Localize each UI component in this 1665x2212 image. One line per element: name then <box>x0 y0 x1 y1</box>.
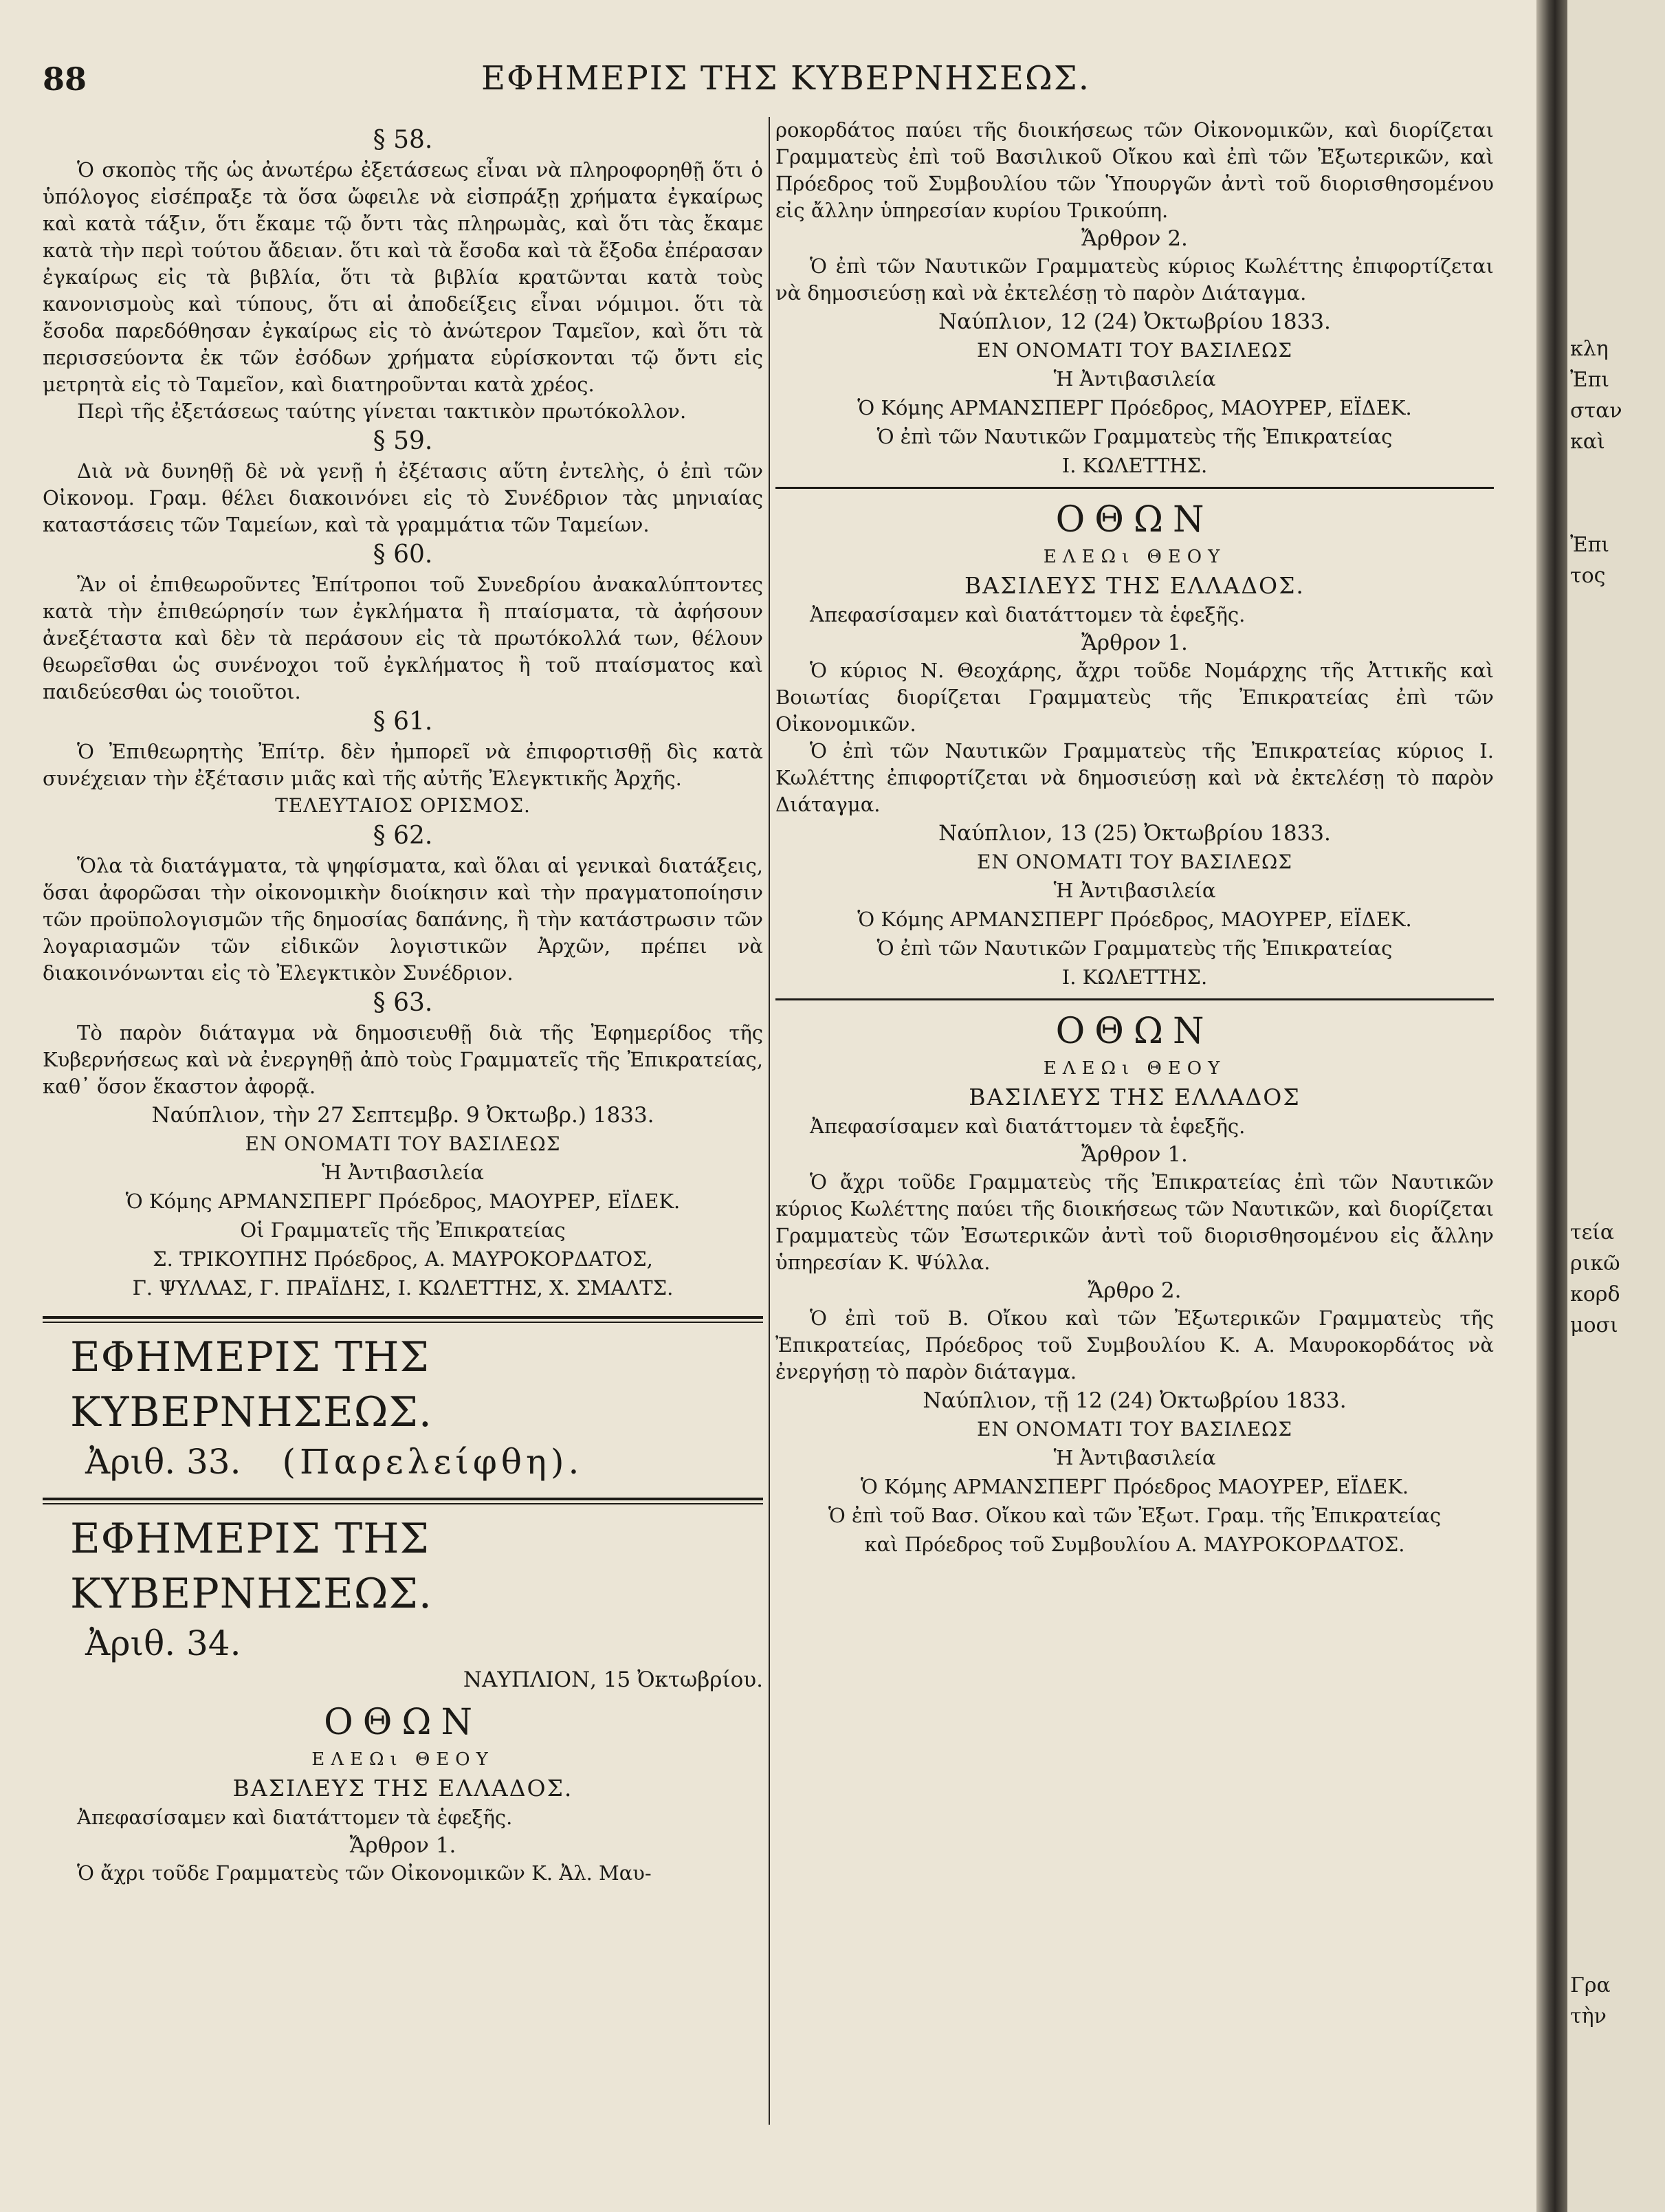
next-page-fragment: σταν <box>1570 399 1622 423</box>
in-name-of-king: ΕΝ ΟΝΟΜΑΤΙ ΤΟΥ ΒΑΣΙΛΕΩΣ <box>976 339 1293 362</box>
article-1-text-2: Ὁ ἐπὶ τῶν Ναυτικῶν Γραμματεὺς τῆς Ἐπικρατείας κύριος Ι. Κωλέττης ἐπιφορτίζεται νὰ δημοσιεύσῃ καὶ νὰ ἐκτελέσῃ τὸ παρὸν Διάταγμα. <box>775 739 1494 816</box>
double-rule <box>43 1316 763 1323</box>
article-2-heading: Ἄρθρον 2. <box>1081 226 1188 251</box>
naval-secretary-label: Ὁ ἐπὶ τῶν Ναυτικῶν Γραμματεὺς τῆς Ἐπικρατείας <box>876 425 1393 448</box>
gazette-34-number: Ἀριθ. 34. <box>85 1623 241 1663</box>
article-1-text: Ὁ ἄχρι τοῦδε Γραμματεὺς τῶν Οἰκονομικῶν Κ. Ἀλ. Μαυ- <box>77 1861 652 1885</box>
dateline: ΝΑΥΠΛΙΟΝ, 15 Ὀκτωβρίου. <box>463 1667 763 1692</box>
decree-formula: Ἀπεφασίσαμεν καὶ διατάττομεν τὰ ἑφεξῆς. <box>810 603 1246 626</box>
section-58-protocol: Περὶ τῆς ἐξετάσεως ταύτης γίνεται τακτικὸν πρωτόκολλον. <box>77 399 687 423</box>
decree-date: Ναύπλιον, 13 (25) Ὀκτωβρίου 1833. <box>938 821 1331 846</box>
royal-house-secretary-line-2: καὶ Πρόεδρος τοῦ Συμβουλίου Α. ΜΑΥΡΟΚΟΡΔΑΤΟΣ. <box>864 1533 1405 1556</box>
kolettis-signature: Ι. ΚΩΛΕΤΤΗΣ. <box>1061 965 1208 989</box>
article-2-text: Ὁ ἐπὶ τῶν Ναυτικῶν Γραμματεὺς κύριος Κωλέττης ἐπιφορτίζεται νὰ δημοσιεύσῃ καὶ νὰ ἐκτελέσῃ τὸ παρὸν Διάταγμα. <box>775 254 1494 305</box>
page-number: 88 <box>43 61 87 98</box>
gazette-33-title: ΕΦΗΜΕΡΙΣ ΤΗΣ ΚΥΒΕΡΝΗΣΕΩΣ. <box>70 1333 432 1436</box>
article-2-heading: Ἄρθρο 2. <box>1088 1278 1182 1303</box>
section-60-heading: § 60. <box>373 540 433 569</box>
section-61-text: Ὁ Ἐπιθεωρητὴς Ἐπίτρ. δὲν ἠμπορεῖ νὰ ἐπιφορτισθῇ δὶς κατὰ συνέχειαν τὴν ἐξέτασιν μιᾶς καὶ τῆς αὐτῆς Ἐλεγκτικῆς Ἀρχῆς. <box>43 740 763 790</box>
page-header-title: ΕΦΗΜΕΡΙΣ ΤΗΣ ΚΥΒΕΡΝΗΣΕΩΣ. <box>481 59 1090 98</box>
regency-signers: Ὁ Κόμης ΑΡΜΑΝΣΠΕΡΓ Πρόεδρος, ΜΑΟΥΡΕΡ, ΕΪΔΕΚ. <box>125 1190 681 1213</box>
in-name-of-king: ΕΝ ΟΝΟΜΑΤΙ ΤΟΥ ΒΑΣΙΛΕΩΣ <box>976 851 1293 873</box>
royal-house-secretary-line-1: Ὁ ἐπὶ τοῦ Βασ. Οἴκου καὶ τῶν Ἐξωτ. Γραμ. τῆς Ἐπικρατείας <box>828 1504 1442 1527</box>
next-page-fragment: τὴν <box>1570 2004 1607 2028</box>
in-name-of-king: ΕΝ ΟΝΟΜΑΤΙ ΤΟΥ ΒΑΣΙΛΕΩΣ <box>245 1132 561 1155</box>
next-page-edge <box>1567 0 1665 2212</box>
section-62-heading: § 62. <box>373 822 433 850</box>
gazette-34-title: ΕΦΗΜΕΡΙΣ ΤΗΣ ΚΥΒΕΡΝΗΣΕΩΣ. <box>70 1515 432 1618</box>
next-page-fragment: τεία <box>1570 1220 1615 1245</box>
naval-secretary-label: Ὁ ἐπὶ τῶν Ναυτικῶν Γραμματεὺς τῆς Ἐπικρατείας <box>876 937 1393 960</box>
gazette-33-issue <box>43 1440 763 1484</box>
article-1-text: Ὁ ἄχρι τοῦδε Γραμματεὺς τῆς Ἐπικρατείας ἐπὶ τῶν Ναυτικῶν κύριος Κωλέττης παύει τῆς διοικήσεως τῶν Ναυτικῶν, καὶ διορίζεται Γραμματεὺς τῶν Ἐσωτερικῶν ἀντὶ τοῦ διορισθησομένου εἰς ἄλλην ὑπηρεσίαν Κ. Ψύλλα. <box>775 1170 1494 1274</box>
kolettis-signature: Ι. ΚΩΛΕΤΤΗΣ. <box>1061 454 1208 477</box>
regency-label: Ἡ Ἀντιβασιλεία <box>322 1161 484 1184</box>
decree-date: Ναύπλιον, 12 (24) Ὀκτωβρίου 1833. <box>938 309 1331 334</box>
king-of-greece: ΒΑΣΙΛΕΥΣ ΤΗΣ ΕΛΛΑΔΟΣ. <box>964 572 1305 599</box>
decree-date: Ναύπλιον, τὴν 27 Σεπτεμβρ. 9 Ὀκτωβρ.) 1833. <box>151 1103 654 1128</box>
secretaries-line-2: Γ. ΨΥΛΛΑΣ, Γ. ΠΡΑΪΔΗΣ, Ι. ΚΩΛΕΤΤΗΣ, Χ. ΣΜΑΛΤΣ. <box>132 1276 674 1300</box>
article-1-heading: Ἄρθρον 1. <box>349 1833 456 1858</box>
next-page-fragment: τος <box>1570 564 1606 588</box>
otho-heading: ΟΘΩΝ <box>324 1702 482 1743</box>
in-name-of-king: ΕΝ ΟΝΟΜΑΤΙ ΤΟΥ ΒΑΣΙΛΕΩΣ <box>976 1418 1293 1441</box>
final-provision-heading: ΤΕΛΕΥΤΑΙΟΣ ΟΡΙΣΜΟΣ. <box>275 794 531 817</box>
continued-text: ροκορδάτος παύει τῆς διοικήσεως τῶν Οἰκονομικῶν, καὶ διορίζεται Γραμματεὺς ἐπὶ τοῦ Βασιλικοῦ Οἴκου καὶ ἐπὶ τῶν Ἐξωτερικῶν, καὶ Πρόεδρος τοῦ Συμβουλίου τῶν Ὑπουργῶν ἀντὶ τοῦ διορισθησομένου εἰς ἄλλην ὑπηρεσίαν κυρίου Τρικούπη. <box>775 118 1494 222</box>
regency-label: Ἡ Ἀντιβασιλεία <box>1053 1446 1216 1469</box>
king-of-greece: ΒΑΣΙΛΕΥΣ ΤΗΣ ΕΛΛΑΔΟΣ <box>969 1084 1301 1110</box>
section-59-text: Διὰ νὰ δυνηθῇ δὲ νὰ γενῇ ἡ ἐξέτασις αὕτη ἐντελὴς, ὁ ἐπὶ τῶν Οἰκονομ. Γραμ. θέλει διακοινόνει εἰς τὸ Συνέδριον τὰς μηνιαίας καταστάσεις τῶν Ταμείων, καὶ τὰ γραμμάτια τῶν Ταμείων. <box>43 459 763 536</box>
section-60-text: Ἂν οἱ ἐπιθεωροῦντες Ἐπίτροποι τοῦ Συνεδρίου ἀνακαλύπτοντες κατὰ τὴν ἐπιθεώρησίν των ἐγκλήματα ἢ πταίσματα, τὰ ἀφήσουν ἀνεξέταστα καὶ δὲν τὰ περάσουν εἰς τὰ πρωτόκολλά των, θέλουν θεωρεῖσθαι ὡς συνένοχοι τοῦ ἐγκλήματος ἢ τοῦ πταίσματος καὶ παιδεύεσθαι ὡς τοιοῦτοι. <box>43 573 763 703</box>
section-58-text: Ὁ σκοπὸς τῆς ὡς ἀνωτέρω ἐξετάσεως εἶναι νὰ πληροφορηθῇ ὅτι ὁ ὑπόλογος εἰσέπραξε τὰ ὅσα ὤφειλε νὰ εἰσπράξῃ χρήματα ἐγκαίρως καὶ κατὰ τάξιν, ὅτι ἔκαμε τῷ ὄντι τὰς πληρωμὰς, καὶ ὅτι τὰς ἔκαμε κατὰ τὴν περὶ τούτου ἄδειαν. ὅτι καὶ τὰ ἔσοδα καὶ τὰ ἔξοδα ἐπέρασαν ἐγκαίρως εἰς τὰ βιβλία, ὅτι τὰ βιβλία κρατῶνται κατὰ τοὺς κανονισμοὺς καὶ τύπους, ὅτι αἱ ἀποδείξεις εἶναι νόμιμοι. ὅτι τὰ ἔσοδα παρεδόθησαν ἐγκαίρως εἰς τὸ ἀνώτερον Ταμεῖον, καὶ ὅτι τὰ περισσεύοντα ἐκ τῶν ἐσόδων χρήματα εὑρίσκονται τῷ ὄντι εἰς μετρητὰ εἰς τὸ Ταμεῖον, καὶ διατηροῦνται κατὰ χρέος. <box>43 158 763 396</box>
decree-formula: Ἀπεφασίσαμεν καὶ διατάττομεν τὰ ἑφεξῆς. <box>810 1115 1246 1138</box>
section-rule <box>775 487 1494 489</box>
gazette-33-note: (Παρελείφθη). <box>282 1442 584 1482</box>
next-page-fragment: καὶ <box>1570 430 1605 454</box>
regency-signers: Ὁ Κόμης ΑΡΜΑΝΣΠΕΡΓ Πρόεδρος, ΜΑΟΥΡΕΡ, ΕΪΔΕΚ. <box>857 908 1412 931</box>
next-page-fragment: Ἐπι <box>1570 368 1610 392</box>
by-grace-of-god: ΕΛΕΩι ΘΕΟΥ <box>1043 547 1226 567</box>
next-page-fragment: μοσι <box>1570 1313 1618 1337</box>
section-62-text: Ὅλα τὰ διατάγματα, τὰ ψηφίσματα, καὶ ὅλαι αἱ γενικαὶ διατάξεις, ὅσαι ἀφορῶσαι τὴν οἰκονομικὴν διοίκησιν καὶ τὴν πραγματοποίησιν τῶν προϋπολογισμῶν τῆς δημοσίας δαπάνης, ἢ τὴν κατάστρωσιν τῶν λογαριασμῶν τῶν εἰδικῶν λογιστικῶν Ἀρχῶν, πρέπει νὰ διακοινόνωνται εἰς τὸ Ἐλεγκτικὸν Συνέδριον. <box>43 854 763 985</box>
decree-formula: Ἀπεφασίσαμεν καὶ διατάττομεν τὰ ἑφεξῆς. <box>77 1806 513 1829</box>
book-spine <box>1536 0 1567 2212</box>
regency-signers: Ὁ Κόμης ΑΡΜΑΝΣΠΕΡΓ Πρόεδρος, ΜΑΟΥΡΕΡ, ΕΪΔΕΚ. <box>857 396 1412 419</box>
regency-label: Ἡ Ἀντιβασιλεία <box>1053 879 1216 902</box>
secretaries-line-1: Σ. ΤΡΙΚΟΥΠΗΣ Πρόεδρος, Α. ΜΑΥΡΟΚΟΡΔΑΤΟΣ, <box>153 1247 653 1271</box>
decree-date: Ναύπλιον, τῇ 12 (24) Ὀκτωβρίου 1833. <box>923 1388 1347 1413</box>
article-1-heading: Ἄρθρον 1. <box>1081 631 1188 655</box>
column-divider <box>769 117 770 2125</box>
otho-heading: ΟΘΩΝ <box>1055 1011 1214 1052</box>
right-column <box>775 117 1494 1559</box>
regency-signers: Ὁ Κόμης ΑΡΜΑΝΣΠΕΡΓ Πρόεδρος ΜΑΟΥΡΕΡ, ΕΪΔΕΚ. <box>860 1475 1409 1498</box>
section-61-heading: § 61. <box>373 708 433 736</box>
otho-heading: ΟΘΩΝ <box>1055 499 1214 540</box>
article-1-text: Ὁ κύριος Ν. Θεοχάρης, ἄχρι τοῦδε Νομάρχης τῆς Ἀττικῆς καὶ Βοιωτίας διορίζεται Γραμματεὺς τῆς Ἐπικρατείας ἐπὶ τῶν Οἰκονομικῶν. <box>775 659 1494 736</box>
next-page-fragment: κορδ <box>1570 1282 1620 1306</box>
next-page-fragment: ρικῶ <box>1570 1251 1620 1275</box>
by-grace-of-god: ΕΛΕΩι ΘΕΟΥ <box>1043 1058 1226 1079</box>
section-58-heading: § 58. <box>373 126 433 154</box>
secretaries-label: Οἱ Γραμματεῖς τῆς Ἐπικρατείας <box>240 1218 566 1242</box>
next-page-fragment: Γρα <box>1570 1973 1611 1997</box>
king-of-greece: ΒΑΣΙΛΕΥΣ ΤΗΣ ΕΛΛΑΔΟΣ. <box>232 1775 573 1802</box>
section-63-text: Τὸ παρὸν διάταγμα νὰ δημοσιευθῇ διὰ τῆς Ἐφημερίδος τῆς Κυβερνήσεως καὶ νὰ ἐνεργηθῇ ἀπὸ τοὺς Γραμματεῖς τῆς Ἐπικρατείας, καθ᾽ ὅσον ἕκαστον ἀφορᾷ. <box>43 1021 763 1098</box>
by-grace-of-god: ΕΛΕΩι ΘΕΟΥ <box>311 1749 494 1770</box>
regency-label: Ἡ Ἀντιβασιλεία <box>1053 367 1216 391</box>
article-2-text: Ὁ ἐπὶ τοῦ Β. Οἴκου καὶ τῶν Ἐξωτερικῶν Γραμματεὺς τῆς Ἐπικρατείας, Πρόεδρος τοῦ Συμβουλίου Κ. Α. Μαυροκορδάτος νὰ ἐνεργήσῃ τὸ παρὸν διάταγμα. <box>775 1306 1494 1383</box>
section-59-heading: § 59. <box>373 427 433 455</box>
section-63-heading: § 63. <box>373 989 433 1017</box>
next-page-fragment: Ἐπι <box>1570 533 1610 557</box>
gazette-33-number: Ἀριθ. 33. <box>85 1442 241 1482</box>
section-rule <box>775 998 1494 1000</box>
article-1-heading: Ἄρθρον 1. <box>1081 1142 1188 1167</box>
double-rule <box>43 1498 763 1504</box>
next-page-fragment: κλη <box>1570 337 1609 361</box>
left-column <box>43 124 763 1887</box>
